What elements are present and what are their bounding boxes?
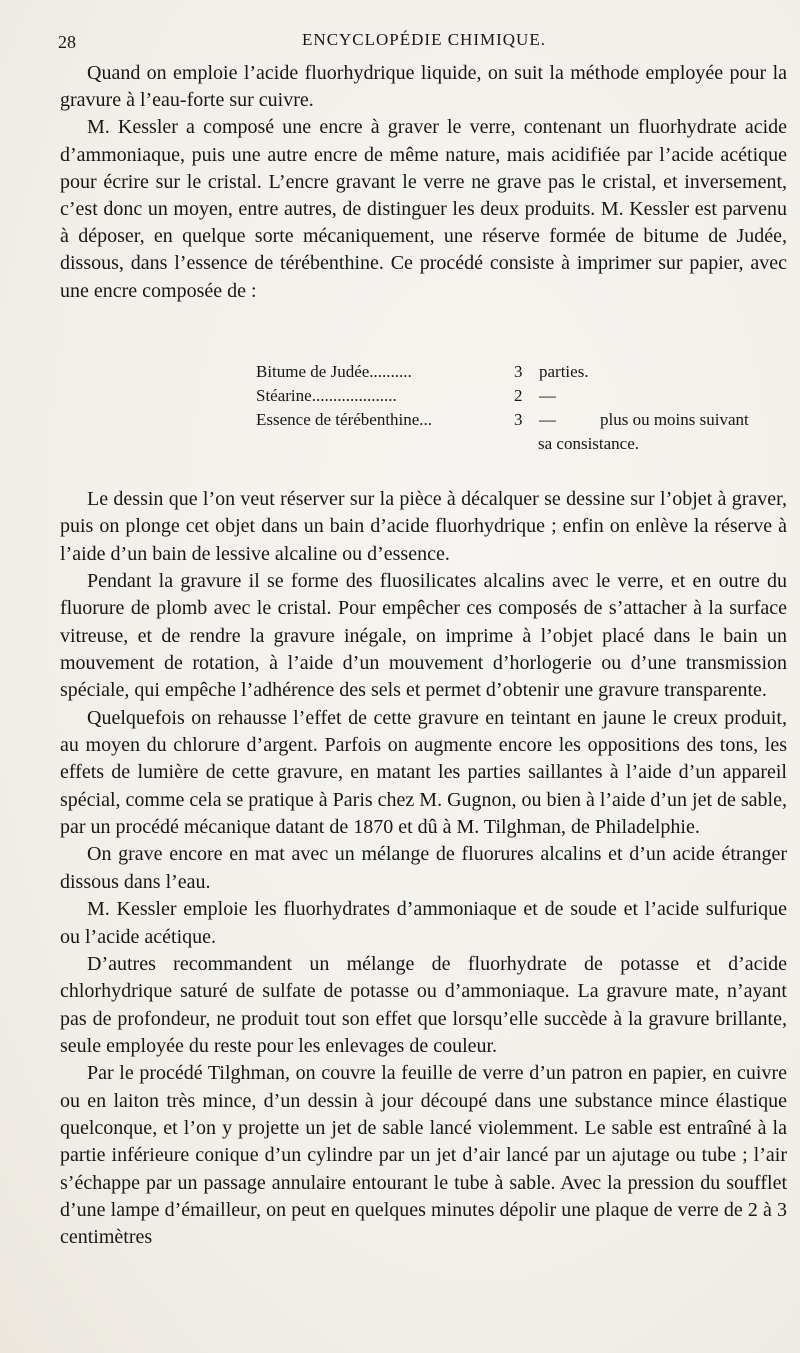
- paragraph: Le dessin que l’on veut réserver sur la pièce à décalquer se dessine sur l’objet à graver, puis on plonge cet objet dans un bain d’acide fluorhydrique ; enfin on enlève la réserve à l’aide d’un bain de lessive alcaline ou d’essence.: [60, 488, 787, 565]
- recipe-note-continued: sa consistance.: [538, 434, 640, 453]
- recipe-row: [256, 408, 796, 453]
- paragraph: Par le procédé Tilghman, on couvre la feuille de verre d’un patron en papier, en cuivre ou en laiton très mince, d’un dessin à jour découpé dans une substance mince élastique quelconque, et l’on y projette un jet de sable lancé violemment. Le sable est entraîné à la partie inférieure conique d’un cylindre par un jet d’air lancé par un ajutage ou tube ; l’air s’échappe par un passage annulaire entourant le tube à sable. Avec la pression du soufflet d’une lampe d’émailleur, on peut en quelques minutes dépolir une plaque de verre de 2 à 3 centimètres: [60, 1062, 787, 1249]
- page-header: [58, 30, 790, 54]
- recipe-unit: —: [539, 410, 556, 429]
- paragraph: M. Kessler emploie les fluorhydrates d’ammoniaque et de soude et l’acide sulfurique ou l’acide acétique.: [60, 898, 787, 948]
- ink-recipe: [256, 360, 796, 453]
- recipe-row: [256, 360, 796, 384]
- recipe-ingredient: Bitume de Judée..........: [256, 362, 412, 381]
- recipe-quantity: 3: [514, 410, 523, 429]
- recipe-ingredient: Essence de térébenthine...: [256, 410, 433, 429]
- paragraph: Quand on emploie l’acide fluorhydrique liquide, on suit la méthode employée pour la gravure à l’eau-forte sur cuivre.: [60, 62, 787, 112]
- recipe-unit: parties.: [539, 362, 589, 381]
- paragraph: M. Kessler a composé une encre à graver le verre, contenant un fluorhydrate acide d’ammoniaque, puis une autre encre de même nature, mais acidifiée par l’acide acétique pour écrire sur le cristal. L’encre gravant le verre ne grave pas le cristal, et inversement, c’est donc un moyen, entre autres, de distinguer les deux produits. M. Kessler est parvenu à déposer, en quelque sorte mécaniquement, une réserve formée de bitume de Judée, dissous, dans l’essence de térébenthine. Ce procédé consiste à imprimer sur papier, avec une encre composée de :: [60, 116, 787, 302]
- body-text-bottom: [60, 486, 787, 1252]
- body-text-top: [60, 60, 787, 305]
- recipe-quantity: 2: [514, 386, 523, 405]
- recipe-note: plus ou moins suivant: [600, 410, 749, 429]
- recipe-row: [256, 384, 796, 408]
- running-title: ENCYCLOPÉDIE CHIMIQUE.: [302, 30, 546, 49]
- paragraph: Pendant la gravure il se forme des fluosilicates alcalins avec le verre, et en outre du fluorure de plomb avec le cristal. Pour empêcher ces composés de s’attacher à la surface vitreuse, et de rendre la gravure inégale, on imprime à l’objet placé dans le bain un mouvement de rotation, à l’aide d’un mouvement d’horlogerie ou d’une transmission spéciale, qui empêche l’adhérence des sels et permet d’obtenir une gravure transparente.: [60, 570, 787, 702]
- paragraph: D’autres recommandent un mélange de fluorhydrate de potasse et d’acide chlorhydrique saturé de sulfate de potasse ou d’ammoniaque. La gravure mate, n’ayant pas de profondeur, ne produit tout son effet que lorsqu’elle succède à la gravure brillante, seule employée du reste pour les enlevages de couleur.: [60, 952, 787, 1057]
- paragraph: Quelquefois on rehausse l’effet de cette gravure en teintant en jaune le creux produit, au moyen du chlorure d’argent. Parfois on augmente encore les oppositions des tons, les effets de lumière de cette gravure, en matant les parties saillantes à l’aide d’un appareil spécial, comme cela se pratique à Paris chez M. Gugnon, ou bien à l’aide d’un jet de sable, par un procédé mécanique datant de 1870 et dû à M. Tilghman, de Philadelphie.: [60, 706, 787, 839]
- paragraph: On grave encore en mat avec un mélange de fluorures alcalins et d’un acide étranger dissous dans l’eau.: [60, 843, 787, 893]
- recipe-quantity: 3: [514, 362, 523, 381]
- recipe-unit: —: [539, 386, 556, 405]
- page-number: 28: [58, 32, 76, 52]
- recipe-ingredient: Stéarine....................: [256, 386, 397, 405]
